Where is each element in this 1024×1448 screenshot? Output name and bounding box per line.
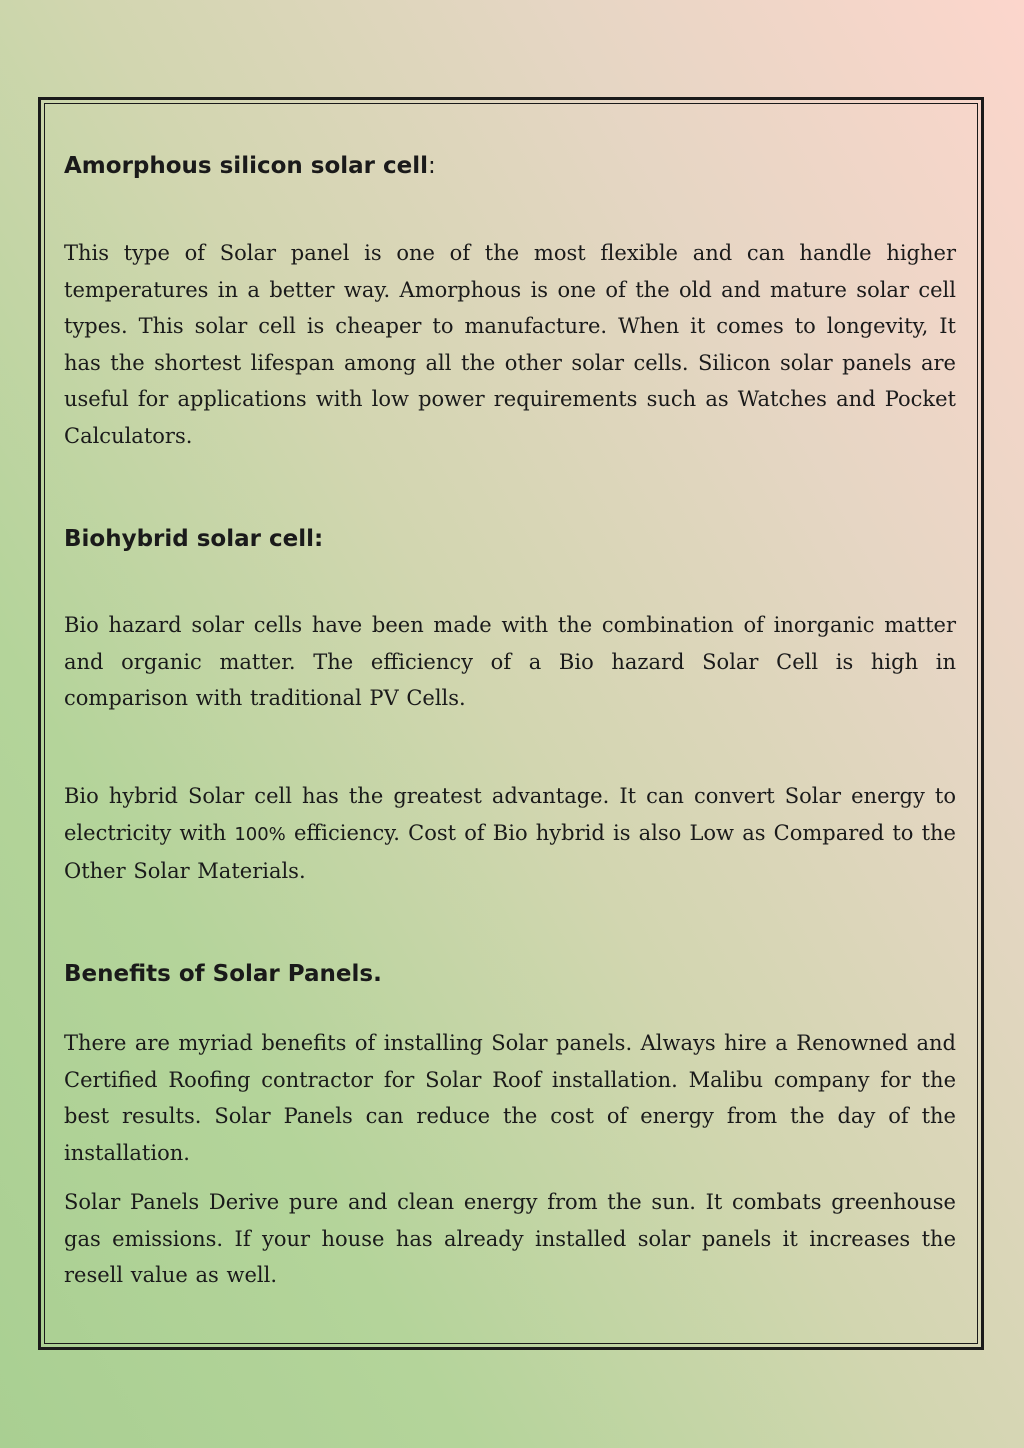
amorphous-heading-colon: : [428, 153, 436, 179]
benefits-paragraph-2: Solar Panels Derive pure and clean energy from the sun. It combats greenhouse gas emissions. If your house has already installed solar panels it increases the resell value as well. [64, 1190, 956, 1288]
biohybrid-paragraph-2 [64, 778, 956, 890]
biohybrid-paragraph-1: Bio hazard solar cells have been made with the combination of inorganic matter and organic matter. The efficiency of a Bio hazard Solar Cell is high in comparison with traditional PV Cells. [64, 613, 956, 711]
amorphous-paragraph: This type of Solar panel is one of the most flexible and can handle higher temperatures in a better way. Amorphous is one of the old and mature solar cell types. This solar cell is cheaper to manufacture. When it comes to longevity, It has the shortest lifespan among all the other solar cells. Silicon solar panels are useful for applications with low power requirements such as Watches and Pocket Calculators. [64, 241, 956, 448]
benefits-heading: Benefits of Solar Panels. [64, 961, 382, 987]
biohybrid-paragraph-2-start: Bio hybrid Solar cell has the greatest advantage. It can convert Solar energy to electricity with [64, 784, 956, 845]
amorphous-heading-text: Amorphous silicon solar cell [64, 153, 429, 179]
biohybrid-heading: Biohybrid solar cell: [64, 526, 324, 552]
efficiency-percent: 100% [234, 823, 286, 845]
biohybrid-paragraph-2-end: efficiency. Cost of Bio hybrid is also Low as Compared to the Other Solar Materials. [64, 820, 956, 884]
amorphous-heading [64, 152, 956, 180]
benefits-paragraph-1: There are myriad benefits of installing Solar panels. Always hire a Renowned and Certified Roofing contractor for Solar Roof installation. Malibu company for the best results. Solar Panels can reduce the cost of energy from the day of the installation. [64, 1031, 956, 1165]
